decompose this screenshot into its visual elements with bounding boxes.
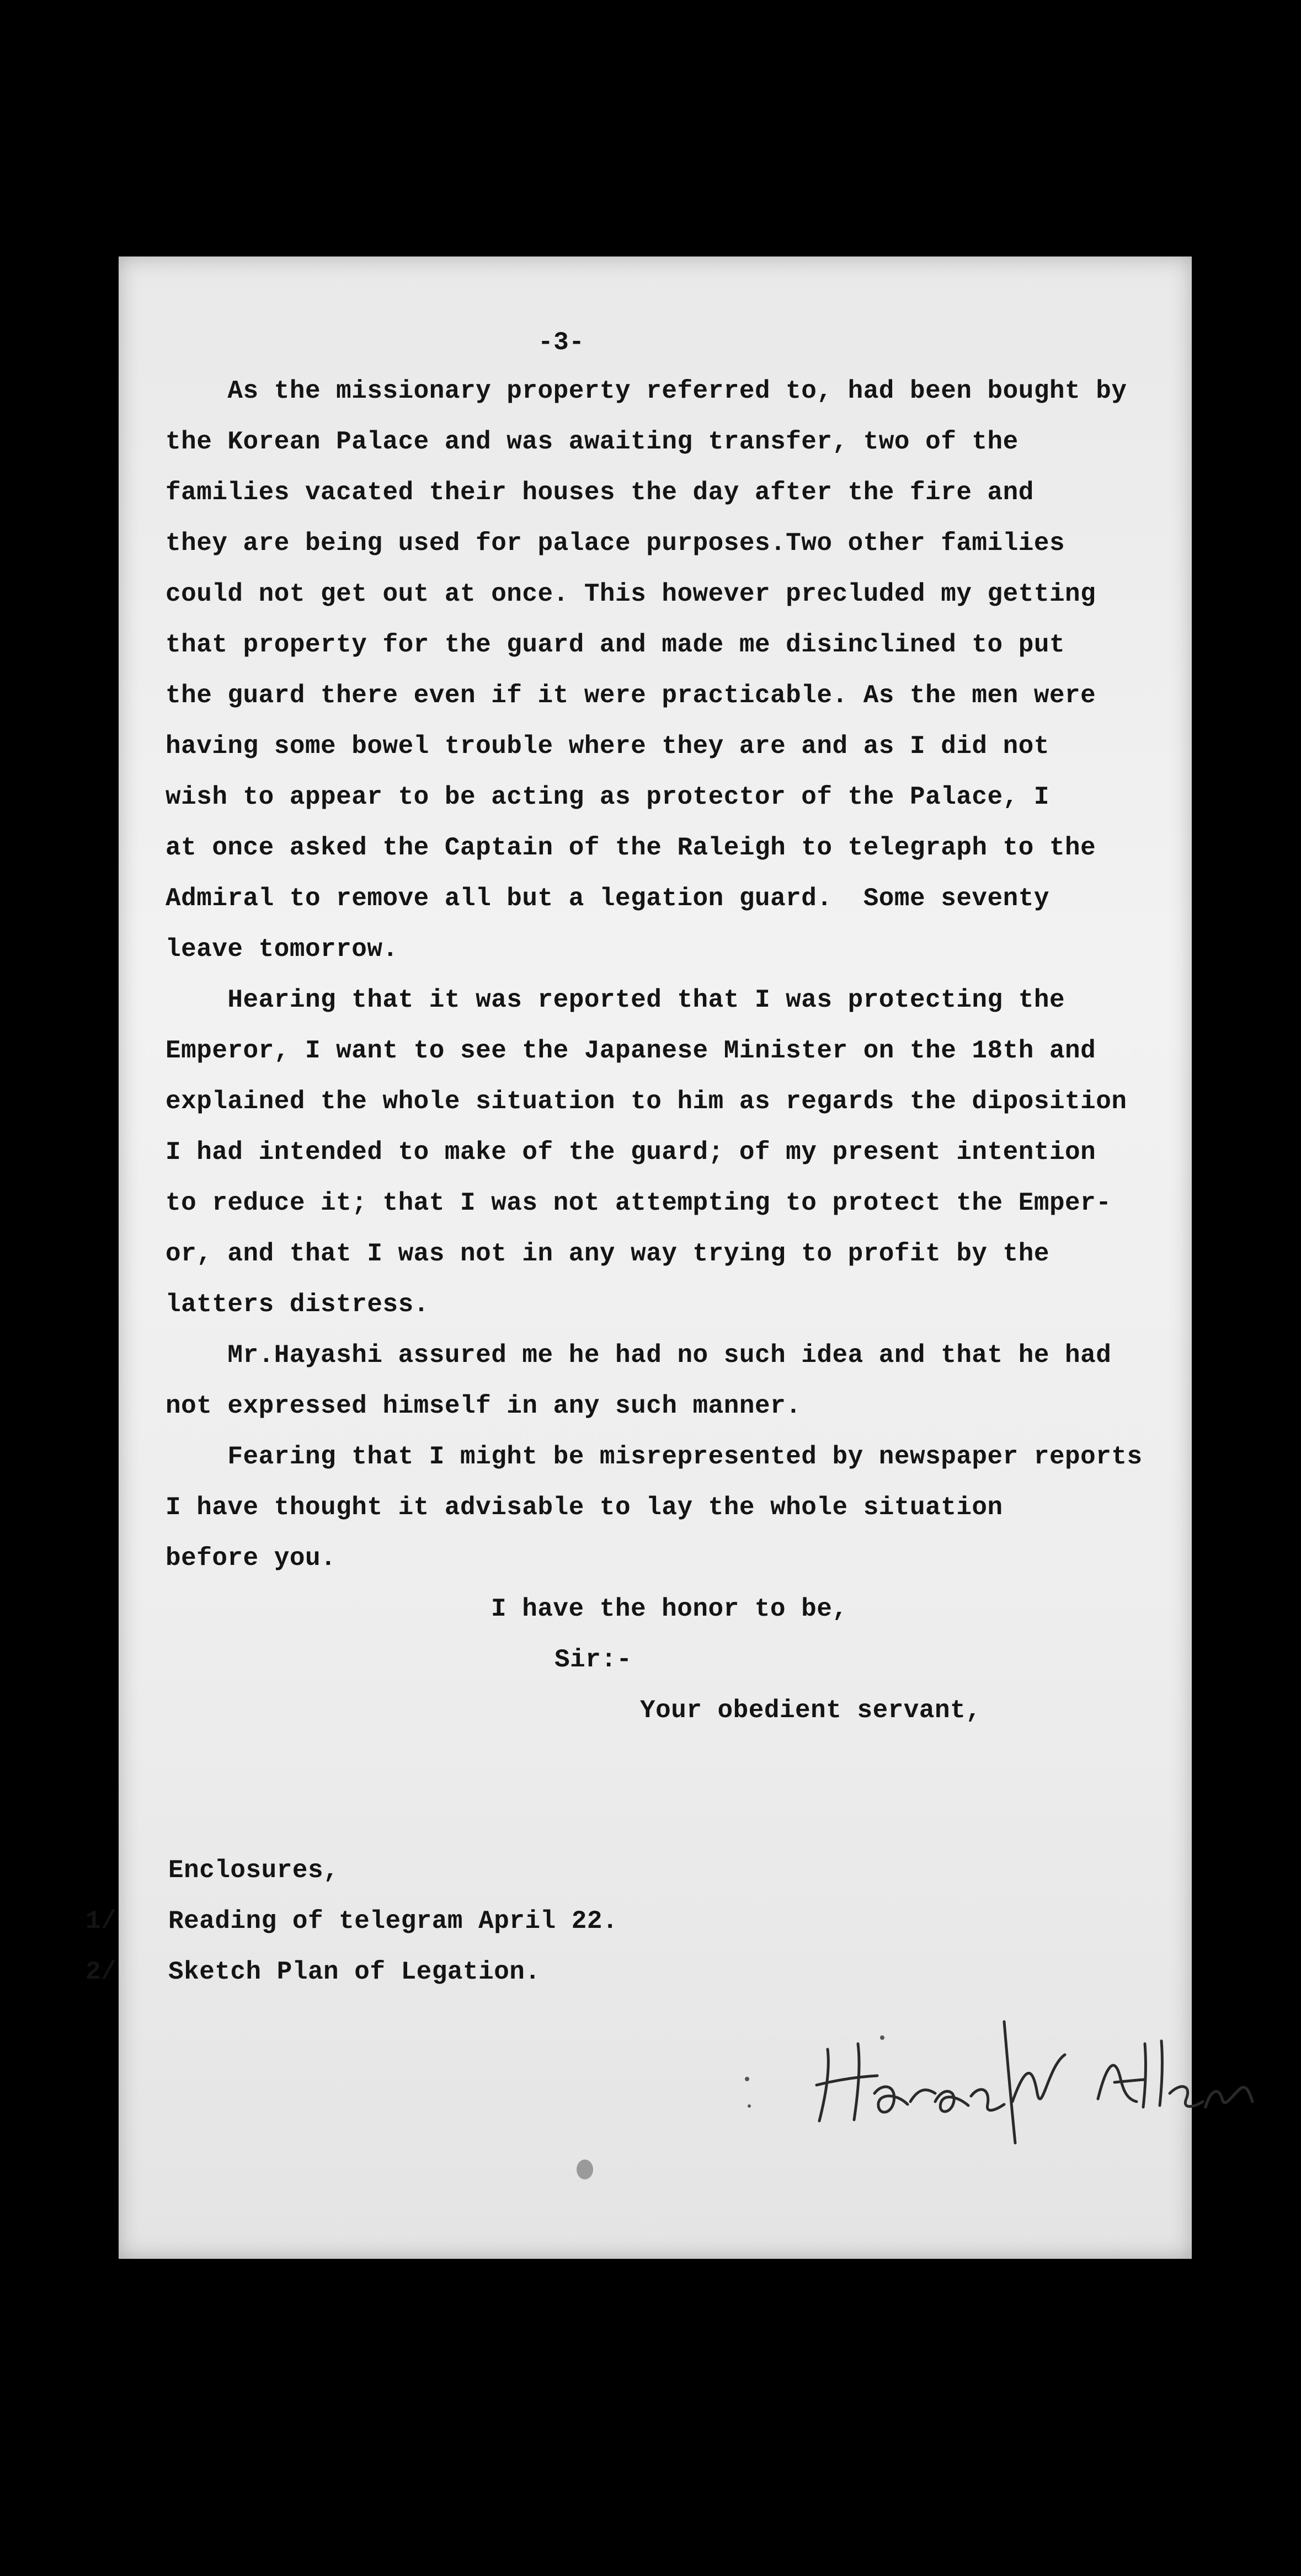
- letter-page: [86, 256, 1192, 2259]
- film-blemish: [577, 2160, 593, 2179]
- enclosure-marker: 2/: [86, 1958, 117, 1986]
- body-line: As the missionary property referred to, had been bought by: [166, 377, 1127, 405]
- body-line: the Korean Palace and was awaiting transfer, two of the: [166, 427, 1019, 456]
- body-line: could not get out at once. This however precluded my getting: [166, 580, 1096, 608]
- enclosure-marker: 1/: [86, 1907, 117, 1936]
- body-line: not expressed himself in any such manner.: [166, 1392, 802, 1420]
- body-line: or, and that I was not in any way trying to profit by the: [166, 1239, 1049, 1268]
- body-line: Emperor, I want to see the Japanese Minister on the 18th and: [166, 1036, 1096, 1065]
- body-line: leave tomorrow.: [166, 935, 398, 964]
- body-line: explained the whole situation to him as regards the diposition: [166, 1087, 1127, 1116]
- body-line: wish to appear to be acting as protector of the Palace, I: [166, 783, 1049, 811]
- closing-honor: I have the honor to be,: [491, 1595, 848, 1623]
- body-line: Fearing that I might be misrepresented by newspaper reports: [166, 1442, 1143, 1471]
- body-line: families vacated their houses the day after the fire and: [166, 478, 1034, 507]
- closing-servant: Your obedient servant,: [640, 1696, 982, 1725]
- page-number: -3-: [538, 328, 585, 357]
- film-speck: [745, 2077, 749, 2081]
- body-line: I have thought it advisable to lay the whole situation: [166, 1493, 1003, 1522]
- body-line: Hearing that it was reported that I was protecting the: [166, 986, 1065, 1014]
- film-speck: [748, 2104, 751, 2108]
- closing-salutation: Sir:-: [554, 1645, 632, 1674]
- body-line: latters distress.: [166, 1290, 429, 1319]
- body-line: the guard there even if it were practicable. As the men were: [166, 681, 1096, 710]
- enclosures-heading: Enclosures,: [168, 1856, 339, 1885]
- body-line: I had intended to make of the guard; of my present intention: [166, 1138, 1096, 1167]
- body-line: having some bowel trouble where they are and as I did not: [166, 732, 1049, 761]
- body-line: that property for the guard and made me disinclined to put: [166, 630, 1065, 659]
- body-line: Admiral to remove all but a legation guard. Some seventy: [166, 884, 1049, 913]
- body-line: they are being used for palace purposes.Two other families: [166, 529, 1065, 558]
- body-line: Mr.Hayashi assured me he had no such idea and that he had: [166, 1341, 1112, 1370]
- body-line: before you.: [166, 1544, 337, 1573]
- enclosure-item: Reading of telegram April 22.: [168, 1907, 618, 1936]
- film-speck: [880, 2035, 884, 2040]
- handwritten-signature: [806, 2011, 1275, 2149]
- body-line: at once asked the Captain of the Raleigh to telegraph to the: [166, 833, 1096, 862]
- body-line: to reduce it; that I was not attempting to protect the Emper-: [166, 1189, 1112, 1217]
- enclosure-item: Sketch Plan of Legation.: [168, 1958, 541, 1986]
